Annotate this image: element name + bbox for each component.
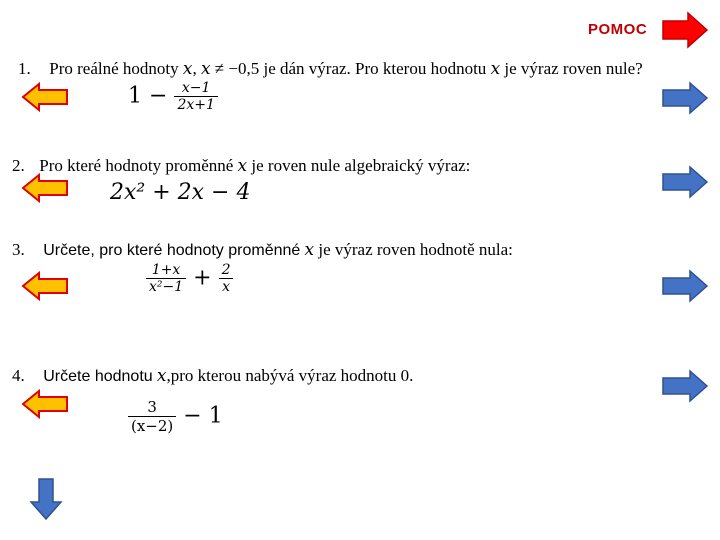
- question-3: [12, 240, 513, 260]
- right-arrow-icon[interactable]: [662, 166, 708, 198]
- fraction-2: [219, 262, 234, 295]
- question-text-end: je výraz roven hodnotě nula:: [318, 240, 513, 259]
- expr-tail: − 1: [183, 403, 223, 429]
- denominator: 2x+1: [174, 96, 217, 113]
- question-text: Určete hodnotu: [43, 368, 153, 385]
- fraction: [128, 398, 176, 435]
- expression-4: [128, 398, 223, 435]
- variable-x: x: [304, 240, 315, 260]
- denominator: x²−1: [146, 278, 186, 295]
- question-text: Pro reálné hodnoty: [49, 59, 179, 78]
- question-number: 4.: [12, 366, 25, 385]
- right-arrow-icon[interactable]: [662, 370, 708, 402]
- left-arrow-icon[interactable]: [22, 83, 68, 111]
- numerator: x−1: [181, 80, 211, 96]
- expr-lead: 1 −: [128, 83, 168, 109]
- question-number: 3.: [12, 240, 25, 259]
- variable-x: x: [490, 59, 501, 79]
- numerator: 2: [221, 262, 231, 278]
- comma: ,: [192, 59, 197, 78]
- fraction-1: [146, 262, 186, 295]
- help-arrow-icon[interactable]: [662, 12, 708, 48]
- plus-sign: +: [193, 265, 212, 291]
- question-number: 2.: [12, 156, 25, 175]
- question-text-end: je výraz roven nule?: [504, 59, 643, 78]
- question-1: [18, 59, 643, 79]
- left-arrow-icon[interactable]: [22, 272, 68, 300]
- question-text: Určete, pro které hodnoty proměnné: [43, 242, 301, 259]
- expression-3: [146, 262, 234, 295]
- left-arrow-icon[interactable]: [22, 390, 68, 418]
- variable-x: x: [237, 156, 248, 176]
- question-text-end: je roven nule algebraický výraz:: [251, 156, 471, 175]
- denominator: x: [219, 278, 233, 295]
- denominator: (x−2): [128, 416, 176, 435]
- question-text-end: ,pro kterou nabývá výraz hodnotu 0.: [166, 366, 414, 385]
- left-arrow-icon[interactable]: [22, 174, 68, 202]
- numerator: 1+x: [151, 262, 181, 278]
- expression-2: 2x² + 2x − 4: [110, 180, 251, 205]
- variable-x: x: [156, 366, 167, 386]
- question-2: [12, 156, 470, 176]
- help-label[interactable]: POMOC: [588, 21, 648, 38]
- right-arrow-icon[interactable]: [662, 270, 708, 302]
- right-arrow-icon[interactable]: [662, 82, 708, 114]
- question-text: Pro které hodnoty proměnné: [39, 156, 234, 175]
- question-number: 1.: [18, 59, 31, 78]
- question-4: [12, 366, 413, 386]
- variable-x: x: [200, 59, 211, 79]
- fraction: [174, 80, 217, 113]
- expression-1: [128, 80, 218, 113]
- question-condition: ≠ −0,5 je dán výraz. Pro kterou hodnotu: [214, 59, 487, 78]
- variable-x: x: [182, 59, 193, 79]
- down-arrow-icon[interactable]: [30, 478, 62, 520]
- numerator: 3: [147, 398, 157, 416]
